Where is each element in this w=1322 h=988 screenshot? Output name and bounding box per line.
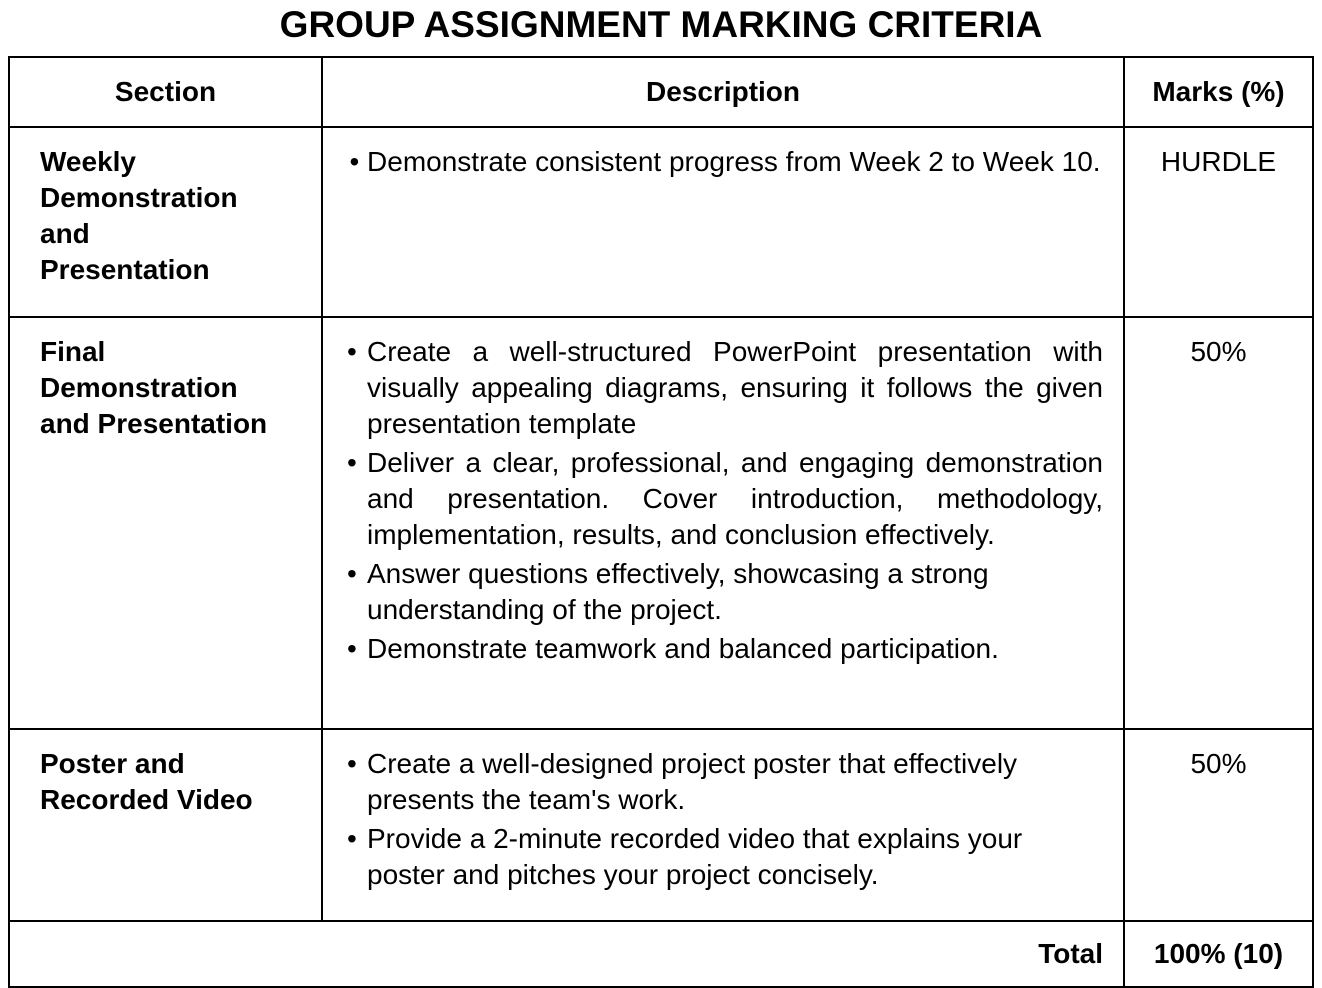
bullet-icon: • bbox=[347, 823, 357, 854]
bullet-text: Answer questions effectively, showcasing a strong understanding of the project. bbox=[367, 558, 989, 625]
marks-value: 50% bbox=[1124, 317, 1313, 729]
marks-value: 50% bbox=[1124, 729, 1313, 921]
bullet-text: Demonstrate teamwork and balanced participation. bbox=[367, 633, 999, 664]
list-item bbox=[347, 556, 1103, 628]
marking-criteria-table bbox=[8, 56, 1314, 988]
bullet-text: Create a well-structured PowerPoint presentation with visually appealing diagrams, ensuring it follows the given presentation template bbox=[367, 336, 1103, 439]
bullet-text: Demonstrate consistent progress from Week 2 to Week 10. bbox=[367, 146, 1101, 177]
bullet-icon: • bbox=[349, 146, 360, 177]
bullet-text: Deliver a clear, professional, and engaging demonstration and presentation. Cover introduction, methodology, implementation, results, and conclusion effectively. bbox=[367, 447, 1103, 550]
header-description: Description bbox=[322, 57, 1124, 127]
total-label: Total bbox=[9, 921, 1124, 987]
list-item bbox=[347, 631, 1103, 667]
bullet-text: Create a well-designed project poster that effectively presents the team's work. bbox=[367, 748, 1018, 815]
description-cell bbox=[322, 317, 1124, 729]
total-value: 100% (10) bbox=[1124, 921, 1313, 987]
section-name bbox=[9, 127, 322, 317]
list-item bbox=[347, 821, 1053, 893]
bullet-icon: • bbox=[347, 633, 357, 664]
table-row bbox=[9, 127, 1313, 317]
total-row bbox=[9, 921, 1313, 987]
list-item bbox=[347, 334, 1103, 442]
bullet-text: Provide a 2-minute recorded video that explains your poster and pitches your project concisely. bbox=[367, 823, 1023, 890]
header-marks: Marks (%) bbox=[1124, 57, 1313, 127]
marks-value: HURDLE bbox=[1124, 127, 1313, 317]
list-item bbox=[347, 144, 1103, 180]
bullet-icon: • bbox=[347, 558, 357, 589]
list-item bbox=[347, 445, 1103, 553]
header-section: Section bbox=[9, 57, 322, 127]
table-row bbox=[9, 317, 1313, 729]
section-label: Poster and Recorded Video bbox=[40, 748, 253, 815]
description-cell bbox=[322, 127, 1124, 317]
bullet-icon: • bbox=[347, 336, 357, 367]
header-row bbox=[9, 57, 1313, 127]
description-cell bbox=[322, 729, 1124, 921]
bullet-icon: • bbox=[347, 748, 357, 779]
section-label: Final Demonstration and Presentation bbox=[40, 336, 268, 439]
section-name bbox=[9, 317, 322, 729]
bullet-icon: • bbox=[347, 447, 357, 478]
section-name bbox=[9, 729, 322, 921]
section-label: Weekly Demonstration and Presentation bbox=[40, 146, 238, 285]
table-row bbox=[9, 729, 1313, 921]
list-item bbox=[347, 746, 1053, 818]
page-title: GROUP ASSIGNMENT MARKING CRITERIA bbox=[279, 4, 1043, 45]
